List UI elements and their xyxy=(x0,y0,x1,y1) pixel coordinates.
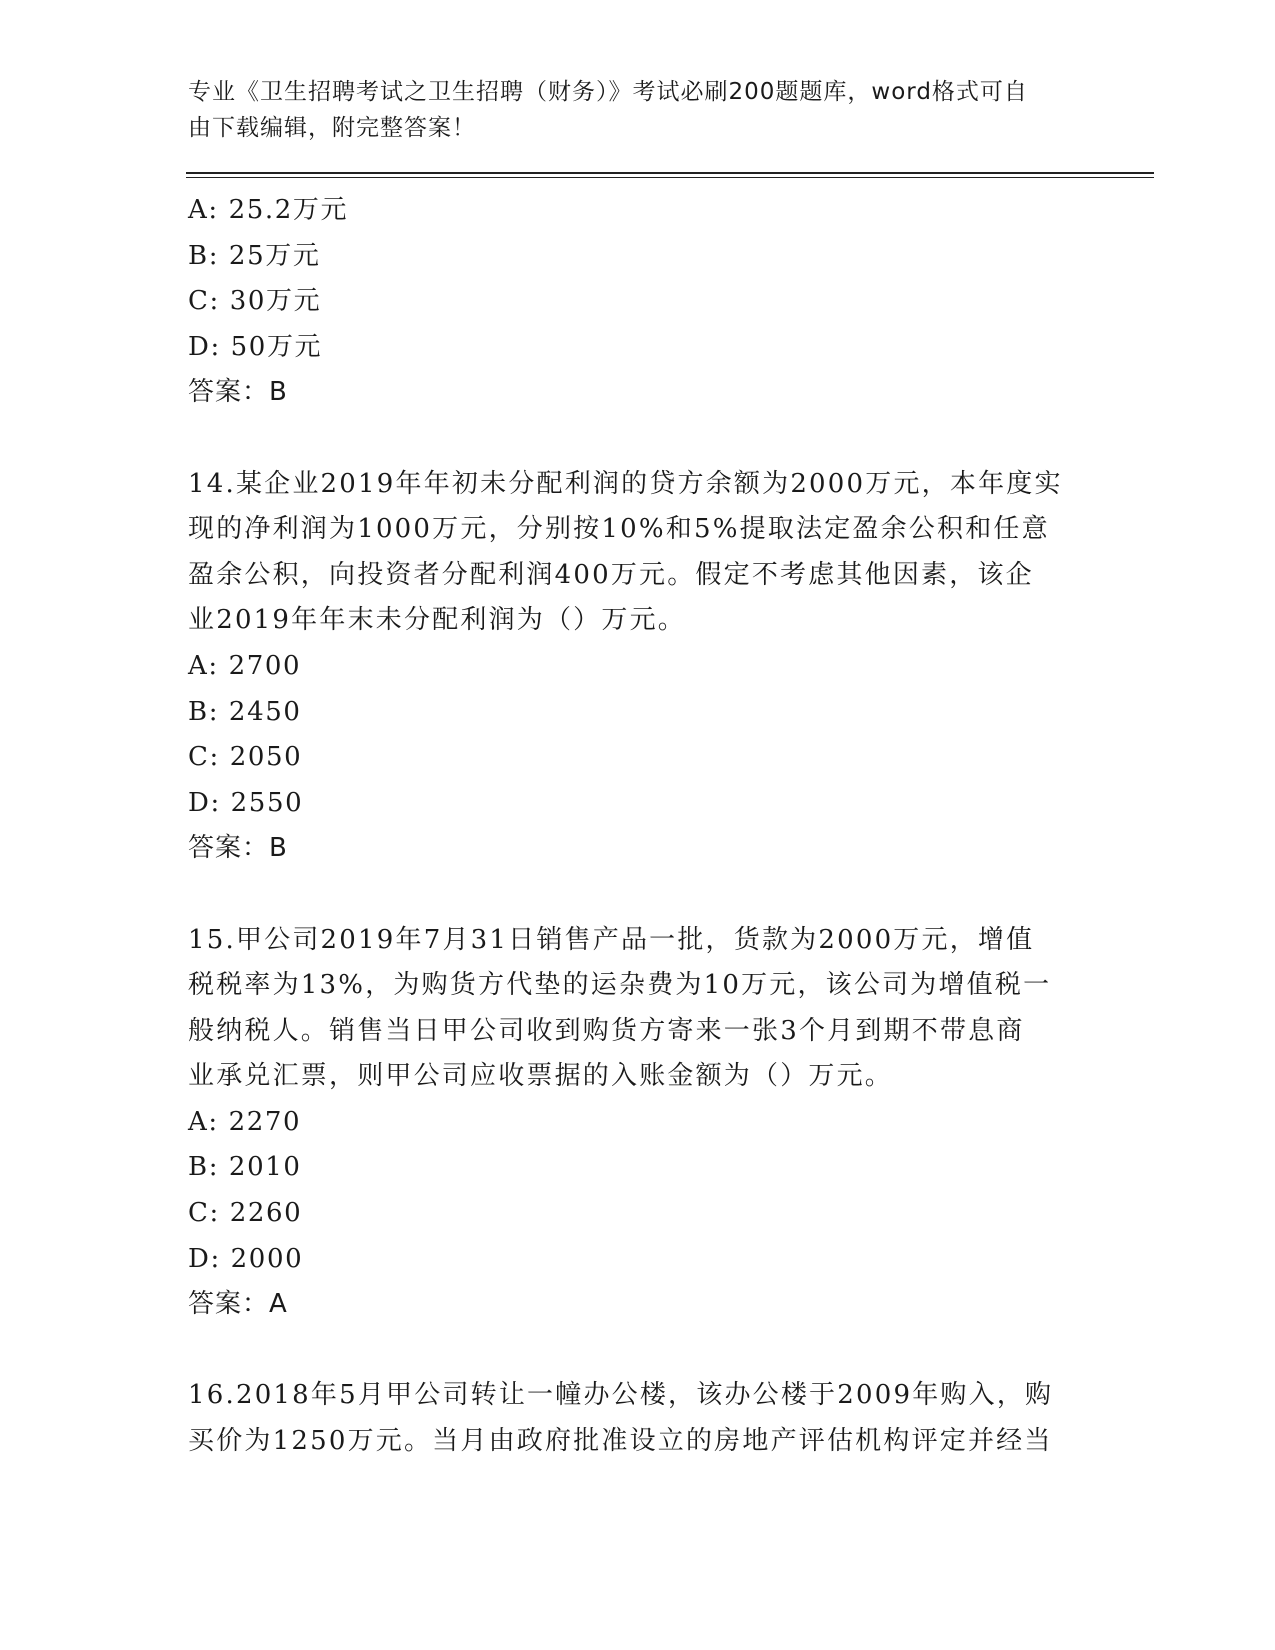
question-line: 业2019年年末未分配利润为（）万元。 xyxy=(188,605,686,636)
question-line: 般纳税人。销售当日甲公司收到购货方寄来一张3个月到期不带息商 xyxy=(188,1015,1025,1046)
option-a: A: 2270 xyxy=(188,1106,302,1137)
option-b: B: 2010 xyxy=(188,1152,302,1183)
document-header xyxy=(188,74,1068,146)
option-c: C: 30万元 xyxy=(188,286,322,317)
option-d: D: 2550 xyxy=(188,787,304,818)
answer: 答案：A xyxy=(188,1289,288,1320)
question-text xyxy=(188,1373,1088,1464)
option-b: B: 25万元 xyxy=(188,240,321,271)
question-line: 现的净利润为1000万元，分别按10%和5%提取法定盈余公积和任意 xyxy=(188,514,1050,545)
question-list xyxy=(188,188,1088,1465)
option-a: A: 2700 xyxy=(188,650,302,681)
question-13 xyxy=(188,188,1088,416)
header-line-2: 由下载编辑，附完整答案！ xyxy=(188,115,476,141)
option-b: B: 2450 xyxy=(188,696,302,727)
question-line: 业承兑汇票，则甲公司应收票据的入账金额为（）万元。 xyxy=(188,1061,894,1092)
question-line: 14.某企业2019年年初未分配利润的贷方余额为2000万元，本年度实 xyxy=(188,468,1063,499)
option-a: A: 25.2万元 xyxy=(188,195,349,225)
question-line: 买价为1250万元。当月由政府批准设立的房地产评估机构评定并经当 xyxy=(188,1426,1053,1457)
answer: 答案：B xyxy=(188,833,288,864)
question-16 xyxy=(188,1373,1088,1464)
answer: 答案：B xyxy=(188,377,288,408)
option-c: C: 2260 xyxy=(188,1198,303,1229)
option-d: D: 2000 xyxy=(188,1243,304,1274)
question-14 xyxy=(188,462,1088,872)
question-text xyxy=(188,462,1088,644)
question-15 xyxy=(188,918,1088,1328)
header-line-1: 专业《卫生招聘考试之卫生招聘（财务）》考试必刷200题题库，word格式可自 xyxy=(188,79,1028,105)
question-line: 盈余公积，向投资者分配利润400万元。假定不考虑其他因素，该企 xyxy=(188,559,1034,590)
option-d: D: 50万元 xyxy=(188,331,323,362)
question-line: 税税率为13%，为购货方代垫的运杂费为10万元，该公司为增值税一 xyxy=(188,970,1052,1001)
question-text xyxy=(188,918,1088,1100)
option-c: C: 2050 xyxy=(188,742,303,773)
header-rule-thin xyxy=(186,177,1154,178)
question-line: 16.2018年5月甲公司转让一幢办公楼，该办公楼于2009年购入，购 xyxy=(188,1380,1054,1411)
header-rule xyxy=(186,172,1154,174)
question-line: 15.甲公司2019年7月31日销售产品一批，货款为2000万元，增值 xyxy=(188,924,1035,955)
